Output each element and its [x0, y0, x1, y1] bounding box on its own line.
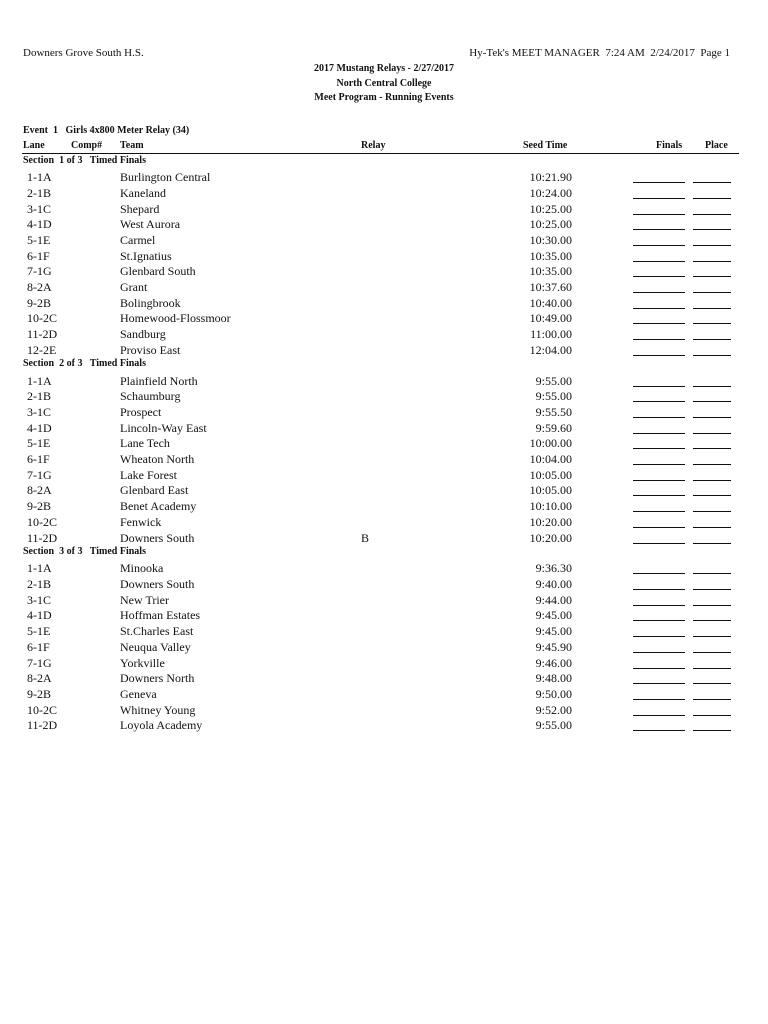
seed-time-cell: 10:24.00: [529, 185, 572, 200]
column-relay: Relay: [361, 140, 386, 151]
table-row: [0, 640, 768, 656]
column-seed-time: Seed Time: [523, 140, 568, 151]
lane-cell: 1-1A: [27, 373, 52, 388]
table-row: [0, 374, 768, 390]
table-row: [0, 483, 768, 499]
finals-blank: [633, 448, 685, 449]
column-finals: Finals: [656, 140, 683, 151]
team-cell: Grant: [120, 280, 148, 294]
seed-time-cell: 10:30.00: [529, 232, 572, 247]
lane-cell: 7-1G: [27, 264, 52, 279]
table-row: [0, 499, 768, 515]
finals-blank: [633, 683, 685, 684]
meet-venue: North Central College: [336, 78, 432, 89]
place-blank: [693, 261, 731, 262]
finals-blank: [633, 464, 685, 465]
team-cell: Yorkville: [120, 655, 165, 670]
section-label: Section 2 of 3 Timed Finals: [23, 358, 146, 370]
team-cell: Minooka: [120, 561, 164, 576]
place-blank: [693, 605, 731, 606]
place-blank: [693, 573, 731, 574]
lane-cell: 4-1D: [27, 420, 52, 435]
team-cell: Lane Tech: [120, 436, 170, 451]
section-header: [0, 358, 768, 373]
lane-cell: 6-1F: [27, 639, 50, 654]
team-cell: St.Charles East: [120, 624, 194, 639]
finals-blank: [633, 527, 685, 528]
table-row: [0, 468, 768, 484]
lane-cell: 3-1C: [27, 201, 51, 216]
lane-cell: 3-1C: [27, 592, 51, 607]
seed-time-cell: 9:44.00: [535, 592, 572, 607]
host-school: Downers Grove South H.S.: [23, 47, 144, 59]
table-row: [0, 327, 768, 343]
lane-cell: 8-2A: [27, 483, 52, 498]
seed-time-cell: 10:25.00: [529, 217, 572, 232]
table-row: [0, 687, 768, 703]
seed-time-cell: 10:05.00: [529, 467, 572, 482]
seed-time-cell: 9:50.00: [535, 686, 572, 701]
finals-blank: [633, 323, 685, 324]
place-blank: [693, 699, 731, 700]
table-row: [0, 311, 768, 327]
place-blank: [693, 339, 731, 340]
heat-sheet-table: [0, 155, 768, 734]
place-blank: [693, 386, 731, 387]
table-row: [0, 656, 768, 672]
seed-time-cell: 10:04.00: [529, 452, 572, 467]
seed-time-cell: 9:52.00: [535, 702, 572, 717]
lane-cell: 12-2E: [27, 342, 57, 357]
seed-time-cell: 9:40.00: [535, 577, 572, 592]
team-cell: Hoffman Estates: [120, 608, 201, 623]
finals-blank: [633, 636, 685, 637]
seed-time-cell: 10:05.00: [529, 483, 572, 498]
lane-cell: 6-1F: [27, 452, 50, 467]
finals-blank: [633, 730, 685, 731]
lane-cell: 8-2A: [27, 280, 52, 294]
finals-blank: [633, 699, 685, 700]
column-place: Place: [705, 140, 728, 151]
table-row: [0, 389, 768, 405]
lane-cell: 7-1G: [27, 467, 52, 482]
seed-time-cell: 9:45.00: [535, 624, 572, 639]
place-blank: [693, 730, 731, 731]
place-blank: [693, 683, 731, 684]
seed-time-cell: 10:49.00: [529, 311, 572, 326]
team-cell: Geneva: [120, 686, 157, 701]
place-blank: [693, 495, 731, 496]
meet-program-title: Meet Program - Running Events: [314, 92, 454, 103]
team-cell: Fenwick: [120, 514, 162, 529]
place-blank: [693, 715, 731, 716]
lane-cell: 5-1E: [27, 624, 51, 639]
table-row: [0, 577, 768, 593]
finals-blank: [633, 589, 685, 590]
seed-time-cell: 9:55.50: [535, 405, 572, 419]
table-row: [0, 264, 768, 280]
team-cell: Sandburg: [120, 327, 166, 342]
header-divider: [22, 153, 739, 154]
place-blank: [693, 323, 731, 324]
section-label: Section 3 of 3 Timed Finals: [23, 546, 146, 558]
seed-time-cell: 10:10.00: [529, 499, 572, 514]
team-cell: West Aurora: [120, 217, 181, 232]
place-blank: [693, 308, 731, 309]
team-cell: Proviso East: [120, 342, 181, 357]
place-blank: [693, 276, 731, 277]
finals-blank: [633, 620, 685, 621]
finals-blank: [633, 573, 685, 574]
section-header: [0, 546, 768, 561]
seed-time-cell: 9:59.60: [535, 420, 572, 435]
finals-blank: [633, 198, 685, 199]
place-blank: [693, 527, 731, 528]
finals-blank: [633, 339, 685, 340]
team-cell: Downers South: [120, 530, 195, 545]
finals-blank: [633, 401, 685, 402]
lane-cell: 2-1B: [27, 389, 51, 404]
table-row: [0, 531, 768, 547]
software-timestamp: Hy-Tek's MEET MANAGER 7:24 AM 2/24/2017 Page 1: [469, 47, 730, 59]
table-row: [0, 170, 768, 186]
place-blank: [693, 182, 731, 183]
place-blank: [693, 355, 731, 356]
place-blank: [693, 636, 731, 637]
finals-blank: [633, 276, 685, 277]
team-cell: Glenbard South: [120, 264, 196, 279]
table-row: [0, 561, 768, 577]
team-cell: Whitney Young: [120, 702, 196, 717]
table-row: [0, 249, 768, 265]
team-cell: Shepard: [120, 201, 160, 216]
table-row: [0, 436, 768, 452]
table-row: [0, 703, 768, 719]
place-blank: [693, 401, 731, 402]
seed-time-cell: 9:55.00: [535, 389, 572, 404]
team-cell: Lincoln-Way East: [120, 420, 207, 435]
team-cell: Schaumburg: [120, 389, 181, 404]
table-row: [0, 593, 768, 609]
place-blank: [693, 198, 731, 199]
place-blank: [693, 214, 731, 215]
team-cell: Carmel: [120, 232, 156, 247]
lane-cell: 11-2D: [27, 718, 58, 733]
place-blank: [693, 620, 731, 621]
finals-blank: [633, 245, 685, 246]
finals-blank: [633, 495, 685, 496]
finals-blank: [633, 605, 685, 606]
seed-time-cell: 12:04.00: [529, 342, 572, 357]
place-blank: [693, 589, 731, 590]
seed-time-cell: 10:00.00: [529, 436, 572, 451]
team-cell: Glenbard East: [120, 483, 189, 498]
team-cell: Lake Forest: [120, 467, 177, 482]
seed-time-cell: 10:40.00: [529, 295, 572, 310]
section-header: [0, 155, 768, 170]
place-blank: [693, 292, 731, 293]
seed-time-cell: 11:00.00: [530, 327, 572, 342]
finals-blank: [633, 511, 685, 512]
team-cell: New Trier: [120, 592, 170, 607]
seed-time-cell: 9:46.00: [535, 655, 572, 670]
table-row: [0, 217, 768, 233]
team-cell: Bolingbrook: [120, 295, 181, 310]
place-blank: [693, 417, 731, 418]
relay-cell: B: [361, 530, 370, 545]
team-cell: Kaneland: [120, 185, 166, 200]
finals-blank: [633, 308, 685, 309]
place-blank: [693, 229, 731, 230]
team-cell: Downers North: [120, 671, 195, 686]
meet-title: 2017 Mustang Relays - 2/27/2017: [314, 63, 454, 74]
table-row: [0, 608, 768, 624]
finals-blank: [633, 214, 685, 215]
place-blank: [693, 652, 731, 653]
event-title: Event 1 Girls 4x800 Meter Relay (34): [23, 125, 190, 136]
seed-time-cell: 10:25.00: [529, 201, 572, 216]
lane-cell: 1-1A: [27, 561, 52, 576]
lane-cell: 8-2A: [27, 671, 52, 686]
finals-blank: [633, 668, 685, 669]
place-blank: [693, 464, 731, 465]
table-row: [0, 515, 768, 531]
team-cell: Prospect: [120, 405, 162, 419]
seed-time-cell: 10:37.60: [529, 280, 572, 294]
team-cell: Neuqua Valley: [120, 639, 191, 654]
finals-blank: [633, 715, 685, 716]
table-row: [0, 202, 768, 218]
team-cell: St.Ignatius: [120, 248, 172, 263]
place-blank: [693, 511, 731, 512]
table-row: [0, 343, 768, 359]
lane-cell: 10-2C: [27, 702, 57, 717]
lane-cell: 2-1B: [27, 577, 51, 592]
lane-cell: 1-1A: [27, 170, 52, 185]
seed-time-cell: 9:45.00: [535, 608, 572, 623]
finals-blank: [633, 386, 685, 387]
table-row: [0, 233, 768, 249]
seed-time-cell: 9:36.30: [535, 561, 572, 576]
team-cell: Downers South: [120, 577, 195, 592]
place-blank: [693, 668, 731, 669]
finals-blank: [633, 261, 685, 262]
lane-cell: 9-2B: [27, 499, 51, 514]
table-row: [0, 296, 768, 312]
seed-time-cell: 10:21.90: [529, 170, 572, 185]
lane-cell: 9-2B: [27, 686, 51, 701]
lane-cell: 11-2D: [27, 530, 58, 545]
seed-time-cell: 9:48.00: [535, 671, 572, 686]
team-cell: Wheaton North: [120, 452, 195, 467]
lane-cell: 2-1B: [27, 185, 51, 200]
place-blank: [693, 543, 731, 544]
table-row: [0, 405, 768, 421]
table-row: [0, 718, 768, 734]
place-blank: [693, 245, 731, 246]
lane-cell: 7-1G: [27, 655, 52, 670]
seed-time-cell: 9:55.00: [535, 718, 572, 733]
place-blank: [693, 433, 731, 434]
team-cell: Burlington Central: [120, 170, 211, 185]
seed-time-cell: 10:20.00: [529, 514, 572, 529]
seed-time-cell: 9:55.00: [535, 373, 572, 388]
seed-time-cell: 10:20.00: [529, 530, 572, 545]
lane-cell: 3-1C: [27, 405, 51, 419]
finals-blank: [633, 292, 685, 293]
team-cell: Loyola Academy: [120, 718, 203, 733]
finals-blank: [633, 433, 685, 434]
place-blank: [693, 480, 731, 481]
lane-cell: 10-2C: [27, 514, 57, 529]
finals-blank: [633, 652, 685, 653]
lane-cell: 11-2D: [27, 327, 58, 342]
table-row: [0, 452, 768, 468]
table-row: [0, 280, 768, 296]
team-cell: Plainfield North: [120, 373, 198, 388]
table-row: [0, 186, 768, 202]
finals-blank: [633, 182, 685, 183]
section-label: Section 1 of 3 Timed Finals: [23, 155, 146, 166]
finals-blank: [633, 543, 685, 544]
seed-time-cell: 9:45.90: [535, 639, 572, 654]
lane-cell: 5-1E: [27, 232, 51, 247]
column-team: Team: [120, 140, 144, 151]
lane-cell: 6-1F: [27, 248, 50, 263]
seed-time-cell: 10:35.00: [529, 248, 572, 263]
table-row: [0, 671, 768, 687]
lane-cell: 9-2B: [27, 295, 51, 310]
finals-blank: [633, 480, 685, 481]
place-blank: [693, 448, 731, 449]
table-row: [0, 421, 768, 437]
column-comp: Comp#: [71, 140, 103, 151]
finals-blank: [633, 355, 685, 356]
seed-time-cell: 10:35.00: [529, 264, 572, 279]
finals-blank: [633, 229, 685, 230]
lane-cell: 4-1D: [27, 217, 52, 232]
team-cell: Benet Academy: [120, 499, 197, 514]
lane-cell: 4-1D: [27, 608, 52, 623]
lane-cell: 10-2C: [27, 311, 57, 326]
table-row: [0, 624, 768, 640]
lane-cell: 5-1E: [27, 436, 51, 451]
finals-blank: [633, 417, 685, 418]
column-lane: Lane: [23, 140, 45, 151]
team-cell: Homewood-Flossmoor: [120, 311, 231, 326]
